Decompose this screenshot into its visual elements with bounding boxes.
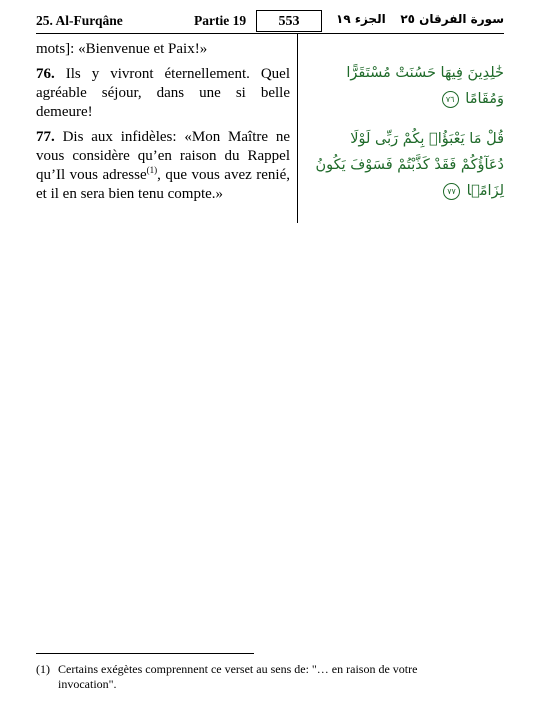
verse-76-french xyxy=(36,65,290,122)
surah-title-french: 25. Al-Furqâne xyxy=(36,13,123,28)
arabic-text-column xyxy=(304,60,504,218)
verse-number: 76. xyxy=(36,66,55,82)
arabic-verse-text: قُلْ مَا يَعْبَؤُا۟ بِكُمْ رَبِّى لَوْلَا دُعَآؤُكُمْ فَقَدْ كَذَّبْتُمْ فَسَوْفَ يَكُونُ لِزَامًۢا xyxy=(315,131,504,199)
ayah-end-marker: ٧٧ xyxy=(443,183,460,200)
header-rule xyxy=(36,33,504,34)
surah-title-arabic: سورة الفرقان ٢٥ xyxy=(400,12,504,26)
verse-77-arabic xyxy=(304,126,504,204)
footnote-text-continued: invocation". xyxy=(58,677,117,691)
verse-77-french xyxy=(36,128,290,204)
verse-text: Dis aux infidèles: «Mon Maître ne vous considère qu’en raison du Rappel qu’Il vous adresse xyxy=(36,129,290,183)
arabic-verse-text: خَٰلِدِينَ فِيهَا حَسُنَتْ مُسْتَقَرًّا وَمُقَامًا xyxy=(346,65,504,107)
column-divider xyxy=(297,33,298,223)
partie-label: Partie 19 xyxy=(194,13,247,28)
juz-label-arabic: الجزء ١٩ xyxy=(336,12,386,26)
verse-text-continued: , que vous avez renié, et il en sera bien tenu compte.» xyxy=(36,167,290,202)
page-number: 553 xyxy=(256,10,322,32)
page-header xyxy=(36,10,504,32)
verse-number: 77. xyxy=(36,129,55,145)
footnote-reference[interactable]: (1) xyxy=(146,165,158,175)
ayah-end-marker: ٧٦ xyxy=(442,91,459,108)
verse-text: Ils y vivront éternellement. Quel agréable séjour, dans une si belle demeure! xyxy=(36,66,291,120)
verse-76-arabic xyxy=(304,60,504,112)
verse-continuation: mots]: «Bienvenue et Paix!» xyxy=(36,41,208,57)
footnote-label: (1) xyxy=(36,662,50,676)
footnote-rule xyxy=(36,653,254,654)
french-translation-column xyxy=(36,40,290,210)
footnote xyxy=(36,662,504,692)
footnote-text: Certains exégètes comprennent ce verset au sens de: "… en raison de votre xyxy=(58,662,418,676)
